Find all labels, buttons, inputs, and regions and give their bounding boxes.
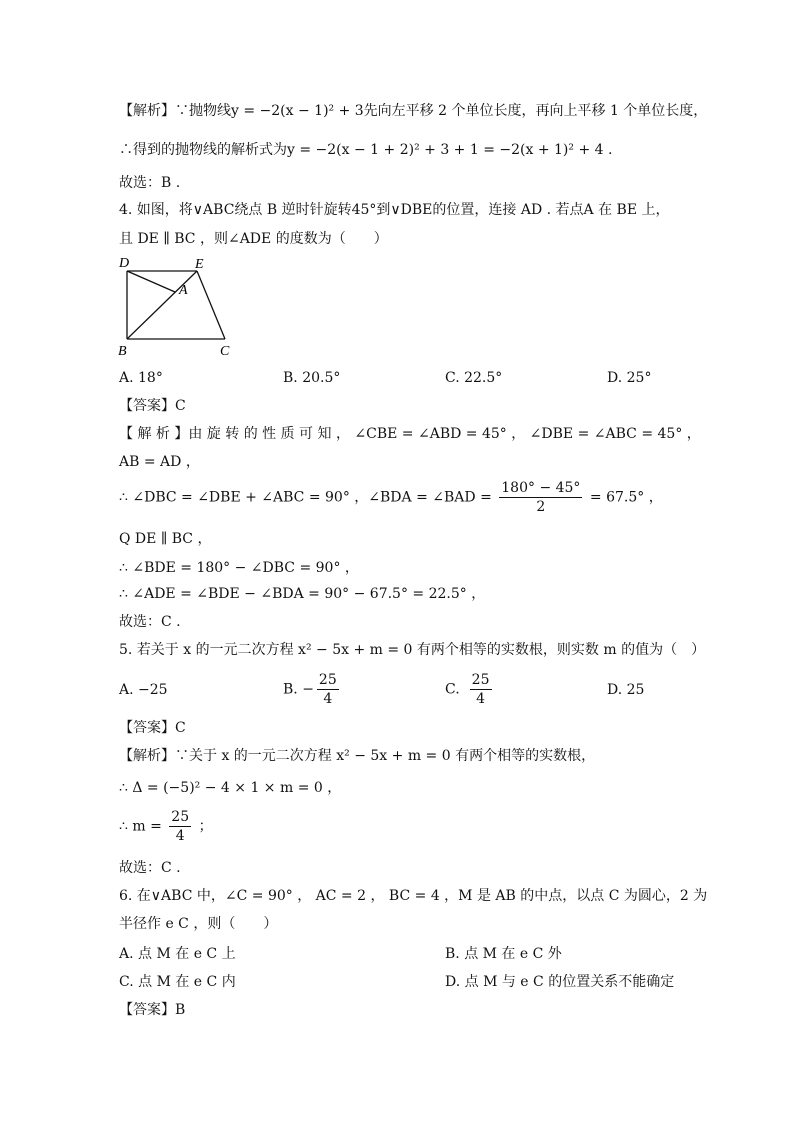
q4-solution-line3: ∴ ∠DBC = ∠DBE + ∠ABC = 90° ，∠BDA = ∠BAD = $\frac{180^\circ - 45^\circ}{2}$ = 67.5° ， xyxy=(119,480,663,515)
q6-option-b: B. 点 M 在 e C 外 xyxy=(445,946,562,962)
q6-stem-line1: 6. 在∨ABC 中，∠C = 90° ， AC = 2 ， BC = 4 ，M 是 AB 的中点，以点 C 为圆心，2 为 xyxy=(119,888,708,904)
q6-option-d: D. 点 M 与 e C 的位置关系不能确定 xyxy=(445,974,675,990)
label-E: E xyxy=(195,257,204,272)
q5-solution-line2: ∴ Δ = (−5)² − 4 × 1 × m = 0 ， xyxy=(119,780,342,796)
q4-option-c: C. 22.5° xyxy=(445,370,503,386)
q5-solution-line1: 【解析】∵关于 x 的一元二次方程 x² − 5x + m = 0 有两个相等的实数根， xyxy=(119,748,596,764)
q4-solution-line5: ∴ ∠BDE = 180° − ∠DBC = 90° ， xyxy=(119,560,359,576)
q4-option-b: B. 20.5° xyxy=(283,370,341,386)
q6-option-c: C. 点 M 在 e C 内 xyxy=(119,974,236,990)
q4-option-d: D. 25° xyxy=(607,370,652,386)
q5-choice: 故选：C . xyxy=(119,860,181,876)
q3-solution-line1: 【解析】∵抛物线y = −2(x − 1)² + 3先向左平移 2 个单位长度，再向上平移 1 个单位长度， xyxy=(119,103,708,119)
label-C: C xyxy=(220,344,230,359)
q3-choice: 故选：B . xyxy=(119,175,181,191)
segment-BE xyxy=(127,271,197,339)
q4-figure xyxy=(115,254,240,360)
q5-option-c: C. $\frac{25}{4}$ xyxy=(445,672,490,707)
q5-stem: 5. 若关于 x 的一元二次方程 x² − 5x + m = 0 有两个相等的实数根，则实数 m 的值为（ ） xyxy=(119,642,706,658)
q5-solution-line3: ∴ m = $\frac{25}{4}$ ； xyxy=(119,809,213,844)
segment-EA-AC xyxy=(197,271,225,339)
label-A: A xyxy=(179,283,188,298)
q6-option-a: A. 点 M 在 e C 上 xyxy=(119,946,236,962)
q5-option-d: D. 25 xyxy=(607,682,645,698)
q4-choice: 故选：C . xyxy=(119,614,181,630)
fraction: $\frac{180^\circ - 45^\circ}{2}$ xyxy=(501,480,581,515)
q5-option-b: B. − $\frac{25}{4}$ xyxy=(283,672,337,707)
q4-stem-line2: 且 DE ∥ BC ，则∠ADE 的度数为（ ） xyxy=(119,231,388,247)
q5-option-a: A. −25 xyxy=(119,682,168,698)
q6-answer: 【答案】B xyxy=(119,1002,186,1018)
q4-stem-line1: 4. 如图，将∨ABC绕点 B 逆时针旋转45°到∨DBE的位置，连接 AD . 若点A 在 BE 上， xyxy=(119,202,670,218)
label-D: D xyxy=(119,256,130,271)
q5-answer: 【答案】C xyxy=(119,720,186,736)
label-B: B xyxy=(118,344,127,359)
segment-DA xyxy=(127,271,175,292)
q4-solution-line2: AB = AD ， xyxy=(119,454,200,470)
q4-option-a: A. 18° xyxy=(119,370,163,386)
q4-solution-line4: Q DE ∥ BC ， xyxy=(119,531,212,547)
q3-solution-line2: ∴得到的抛物线的解析式为y = −2(x − 1 + 2)² + 3 + 1 = −2(x + 1)² + 4 . xyxy=(119,142,613,158)
q4-answer: 【答案】C xyxy=(119,398,186,414)
q4-solution-line6: ∴ ∠ADE = ∠BDE − ∠BDA = 90° − 67.5° = 22.5° ， xyxy=(119,586,486,602)
q4-solution-line1: 【 解 析 】由 旋 转 的 性 质 可 知 ， ∠CBE = ∠ABD = 45° ， ∠DBE = ∠ABC = 45° ， xyxy=(119,426,701,442)
q6-stem-line2: 半径作 e C ，则（ ） xyxy=(119,916,278,932)
